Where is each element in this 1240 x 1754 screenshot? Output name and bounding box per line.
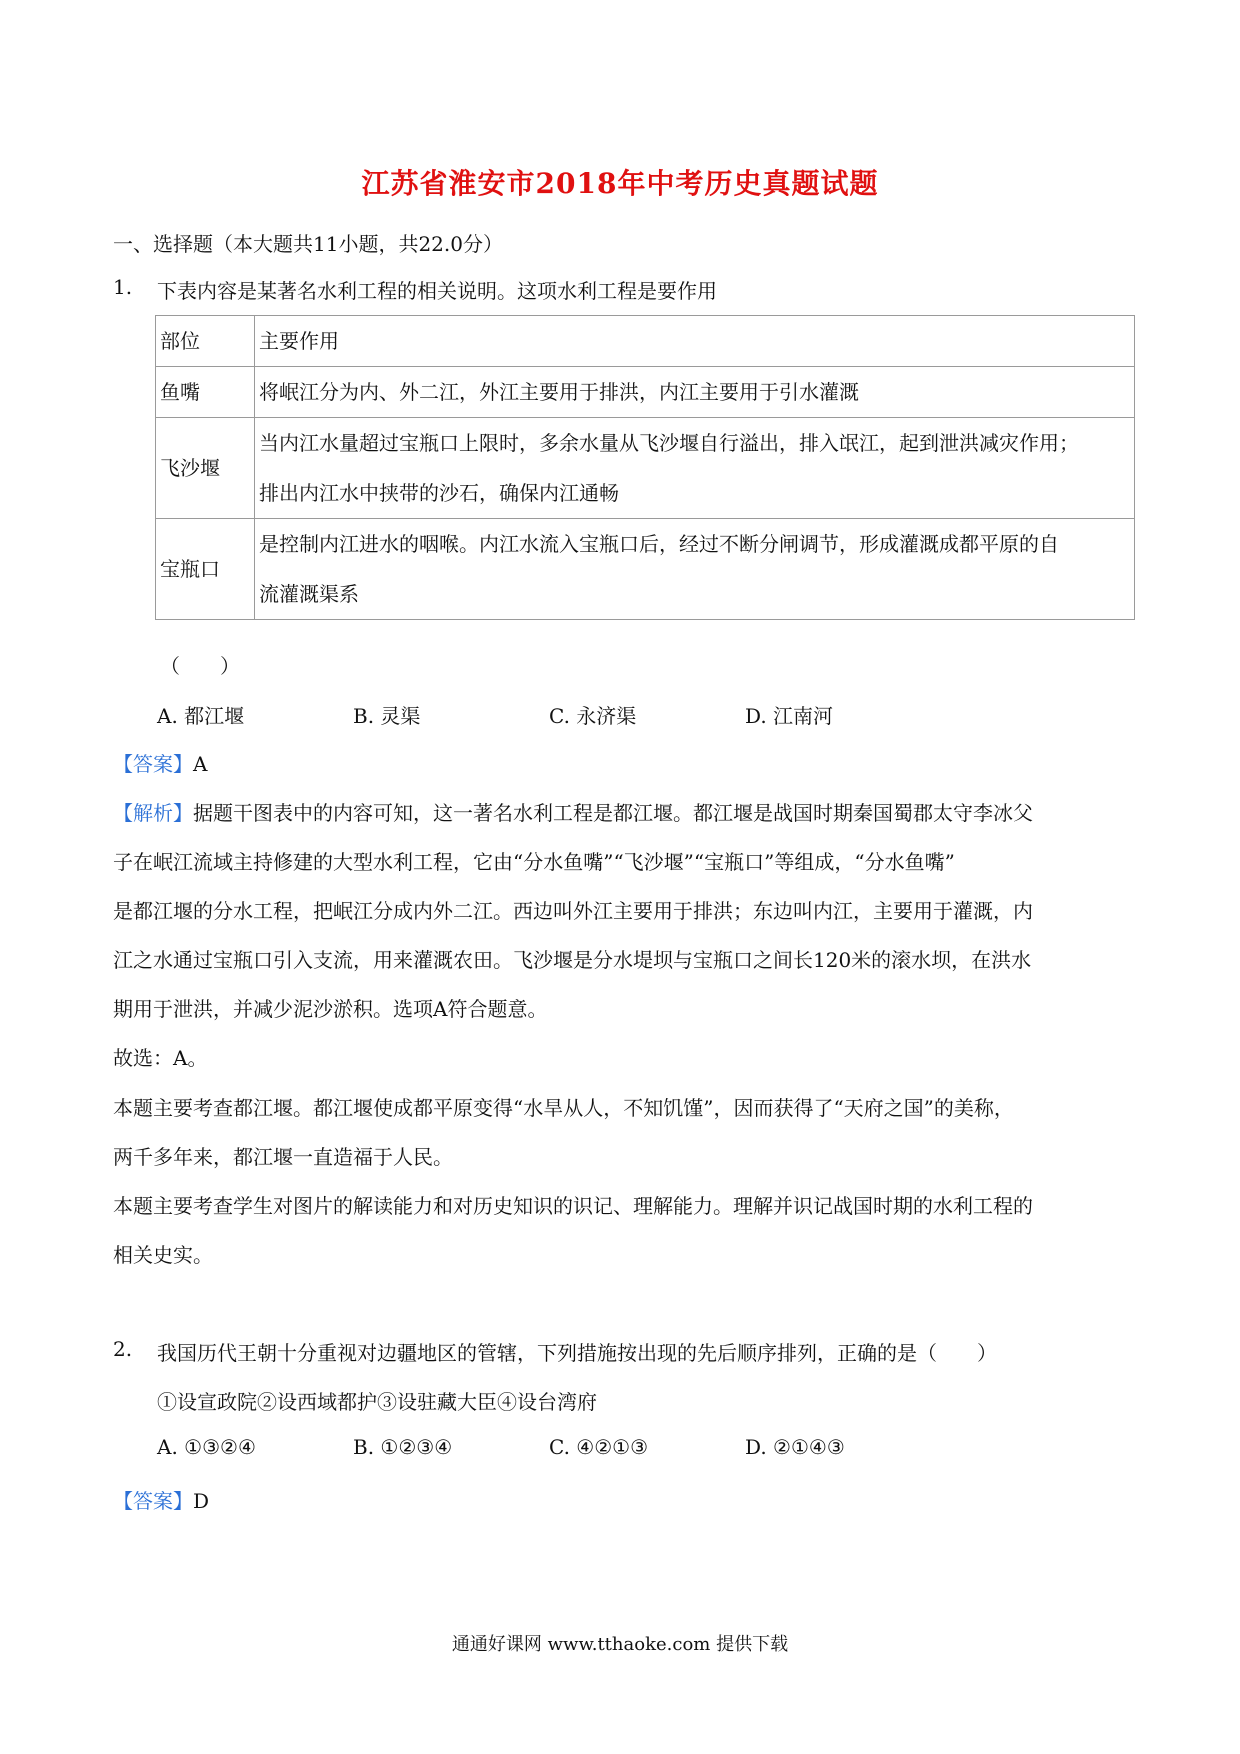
analysis-line: 江之水通过宝瓶口引入支流，用来灌溉农田。飞沙堰是分水堤坝与宝瓶口之间长120米的滚水坝，在洪水 bbox=[113, 948, 1032, 972]
analysis-line: 相关史实。 bbox=[113, 1243, 213, 1267]
analysis-tag: 【解析】 bbox=[113, 801, 193, 825]
table-header-row bbox=[156, 316, 1135, 367]
analysis-line: 本题主要考查都江堰。都江堰使成都平原变得“水旱从人，不知饥馑”，因而获得了“天府之国”的美称， bbox=[113, 1096, 1014, 1120]
table-row bbox=[156, 519, 1135, 620]
table-cell-part: 宝瓶口 bbox=[156, 519, 255, 620]
question-2-option-c: C. ④②①③ bbox=[549, 1435, 649, 1459]
page-title: 江苏省淮安市2018年中考历史真题试题 bbox=[361, 167, 879, 200]
question-1-option-b: B. 灵渠 bbox=[353, 704, 421, 728]
answer-value: D bbox=[193, 1489, 210, 1513]
answer-value: A bbox=[193, 752, 208, 776]
question-1-stem: 下表内容是某著名水利工程的相关说明。这项水利工程是要作用 bbox=[157, 279, 717, 303]
analysis-line: 两千多年来，都江堰一直造福于人民。 bbox=[113, 1145, 453, 1169]
table-header-cell: 主要作用 bbox=[255, 316, 1135, 367]
table-cell-part: 鱼嘴 bbox=[156, 367, 255, 418]
analysis-line: 故选：A。 bbox=[113, 1046, 208, 1070]
analysis-line: 是都江堰的分水工程，把岷江分成内外二江。西边叫外江主要用于排洪；东边叫内江，主要用于灌溉，内 bbox=[113, 899, 1033, 923]
table-cell-line: 当内江水量超过宝瓶口上限时，多余水量从飞沙堰自行溢出，排入氓江，起到泄洪减灾作用； bbox=[259, 431, 1079, 455]
question-1-blank: （ ） bbox=[160, 654, 240, 678]
analysis-line: 期用于泄洪，并减少泥沙淤积。选项A符合题意。 bbox=[113, 997, 548, 1021]
table-cell-function bbox=[255, 367, 1135, 418]
answer-tag: 【答案】 bbox=[113, 1489, 193, 1513]
table-cell-line: 排出内江水中挟带的沙石，确保内江通畅 bbox=[259, 481, 619, 505]
table-cell-line: 流灌溉渠系 bbox=[259, 582, 359, 606]
table-cell-line: 将岷江分为内、外二江，外江主要用于排洪，内江主要用于引水灌溉 bbox=[259, 380, 859, 404]
question-2-number: 2. bbox=[113, 1337, 133, 1361]
analysis-line bbox=[113, 797, 1033, 826]
question-1-answer bbox=[113, 748, 207, 777]
section-heading: 一、选择题（本大题共11小题，共22.0分） bbox=[113, 232, 503, 256]
table-row bbox=[156, 367, 1135, 418]
analysis-text: 据题干图表中的内容可知，这一著名水利工程是都江堰。都江堰是战国时期秦国蜀郡太守李冰父 bbox=[193, 801, 1033, 825]
question-1-option-d: D. 江南河 bbox=[745, 704, 834, 728]
question-2-option-d: D. ②①④③ bbox=[745, 1435, 845, 1459]
dujiangyan-table bbox=[155, 315, 1135, 620]
table-cell-function bbox=[255, 418, 1135, 519]
table-row bbox=[156, 418, 1135, 519]
question-2-option-a: A. ①③②④ bbox=[157, 1435, 256, 1459]
table-cell-line: 是控制内江进水的咽喉。内江水流入宝瓶口后，经过不断分闸调节，形成灌溉成都平原的自 bbox=[259, 532, 1059, 556]
analysis-line: 本题主要考查学生对图片的解读能力和对历史知识的识记、理解能力。理解并识记战国时期的水利工程的 bbox=[113, 1194, 1033, 1218]
question-1-number: 1. bbox=[113, 275, 133, 299]
question-2-option-b: B. ①②③④ bbox=[353, 1435, 453, 1459]
question-1-option-a: A. 都江堰 bbox=[157, 704, 245, 728]
table-header-cell: 部位 bbox=[156, 316, 255, 367]
question-2-answer bbox=[113, 1485, 209, 1514]
page-footer: 通通好课网 www.tthaoke.com 提供下载 bbox=[451, 1634, 789, 1655]
question-2-subitems: ①设宣政院②设西域都护③设驻藏大臣④设台湾府 bbox=[157, 1390, 597, 1414]
table-cell-function bbox=[255, 519, 1135, 620]
table-cell-part: 飞沙堰 bbox=[156, 418, 255, 519]
analysis-line: 子在岷江流域主持修建的大型水利工程，它由“分水鱼嘴”“飞沙堰”“宝瓶口”等组成，“分水鱼嘴” bbox=[113, 850, 955, 874]
answer-tag: 【答案】 bbox=[113, 752, 193, 776]
question-1-option-c: C. 永济渠 bbox=[549, 704, 637, 728]
question-2-stem: 我国历代王朝十分重视对边疆地区的管辖，下列措施按出现的先后顺序排列，正确的是（ ） bbox=[157, 1341, 997, 1365]
